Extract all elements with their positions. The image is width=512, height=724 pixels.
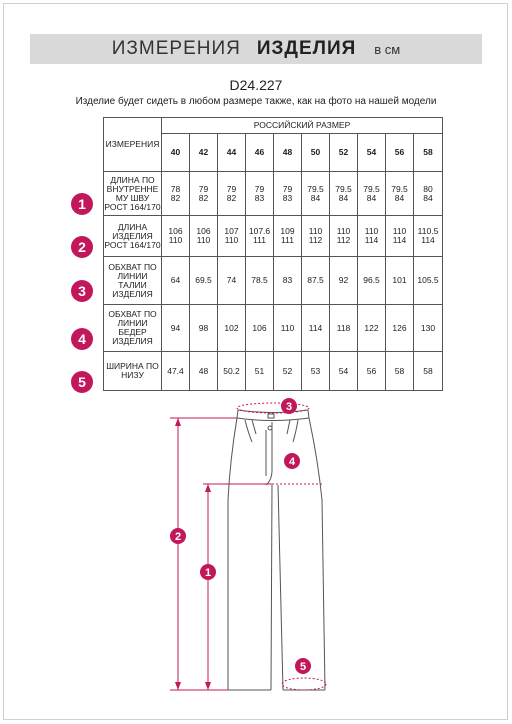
measurement-label-line: БЕДЕР — [118, 327, 147, 337]
value-line: 106 — [252, 322, 267, 333]
value-line: 83 — [282, 192, 293, 203]
svg-text:2: 2 — [174, 531, 182, 543]
marker-3 — [281, 398, 297, 414]
value-line: 126 — [392, 322, 407, 333]
value-line: 84 — [310, 192, 321, 203]
measurement-label-line: ЛИНИИ — [117, 270, 148, 281]
value-line: 110 — [392, 226, 407, 236]
value-line: 84 — [394, 192, 405, 203]
value-line: 87.5 — [307, 275, 324, 285]
measurement-label-line: РОСТ 164/170 — [104, 239, 161, 250]
value-line: 79.5 — [391, 183, 408, 194]
value-line: 84 — [366, 192, 377, 203]
svg-text:5: 5 — [299, 661, 307, 673]
size-header: 52 — [330, 134, 358, 172]
value-line: 51 — [254, 365, 265, 376]
row-number-badge: 5 — [71, 371, 93, 393]
value-line: 94 — [170, 322, 181, 333]
value-line: 84 — [338, 192, 349, 203]
value-line: 78 — [170, 183, 181, 194]
value-line: 110 — [308, 226, 323, 236]
value-line: 107.6 — [248, 226, 271, 236]
measurement-label-line: ЛИНИИ — [117, 318, 148, 328]
value-line: 83 — [254, 192, 265, 203]
marker-2 — [170, 528, 186, 544]
measurement-label-line: ИЗДЕЛИЯ — [112, 288, 153, 299]
value-line: 79.5 — [335, 183, 352, 194]
value-line: 107 — [224, 226, 239, 236]
value-line: 83 — [282, 275, 293, 285]
value-line: 79 — [198, 183, 209, 194]
article-code: D24.227 — [229, 77, 283, 93]
svg-text:1: 1 — [204, 567, 212, 579]
measurement-label-line: ДЛИНА — [117, 221, 148, 232]
measurement-label-line: ТАЛИИ — [118, 279, 147, 290]
row-number-badge: 3 — [71, 280, 93, 302]
value-line: 110 — [224, 235, 239, 245]
value-line: 111 — [281, 235, 294, 245]
row-number-badge: 1 — [71, 193, 93, 215]
value-line: 96.5 — [363, 275, 380, 285]
value-line: 130 — [420, 322, 436, 333]
value-line: 110 — [196, 235, 211, 245]
svg-text:4: 4 — [288, 456, 296, 468]
value-line: 98 — [198, 322, 209, 333]
diagram-markers — [170, 398, 311, 674]
value-line: 101 — [392, 275, 407, 285]
value-line: 58 — [423, 365, 433, 376]
measurement-label-line: ШИРИНА ПО — [106, 361, 159, 371]
size-header: 42 — [190, 134, 218, 172]
value-line: 79.5 — [307, 183, 324, 194]
value-line: 79 — [226, 183, 237, 194]
value-line: 64 — [170, 275, 181, 285]
measurement-label-line: ИЗДЕЛИЯ — [112, 336, 153, 346]
trousers-outline — [228, 410, 325, 690]
size-header: 46 — [246, 134, 274, 172]
value-line: 79 — [254, 183, 265, 194]
title-light: ИЗМЕРЕНИЯ — [111, 38, 241, 59]
value-line: 50.2 — [223, 365, 240, 376]
value-line: 52 — [282, 365, 293, 376]
value-line: 122 — [364, 322, 379, 333]
value-line: 109 — [280, 226, 295, 236]
value-line: 82 — [170, 192, 181, 203]
value-line: 47.4 — [167, 365, 184, 376]
value-line: 114 — [392, 235, 407, 245]
value-line: 92 — [338, 275, 349, 285]
value-line: 53 — [310, 365, 321, 376]
value-line: 110 — [364, 226, 379, 236]
measurement-lines — [170, 403, 326, 690]
measurement-label-line: ИЗДЕЛИЯ — [112, 230, 153, 241]
value-line: 74 — [226, 275, 237, 285]
marker-5 — [295, 658, 311, 674]
marker-1 — [200, 564, 216, 580]
measurement-label-line: МУ ШВУ — [115, 192, 150, 203]
size-header: 56 — [386, 134, 414, 172]
size-header: 54 — [358, 134, 386, 172]
title-unit: в см — [374, 41, 401, 57]
corner-label: ИЗМЕРЕНИЯ — [104, 118, 162, 172]
value-line: 111 — [253, 235, 266, 245]
size-header: 58 — [414, 134, 443, 172]
measurement-label-line: ДЛИНА ПО — [110, 174, 155, 185]
value-line: 79 — [282, 183, 293, 194]
size-group-label: РОССИЙСКИЙ РАЗМЕР — [162, 118, 443, 134]
value-line: 84 — [423, 192, 433, 203]
value-line: 105.5 — [417, 275, 439, 285]
value-line: 114 — [364, 235, 379, 245]
size-header: 40 — [162, 134, 190, 172]
value-line: 106 — [196, 226, 211, 236]
value-line: 110 — [336, 226, 351, 236]
value-line: 106 — [168, 226, 183, 236]
value-line: 110 — [168, 235, 183, 245]
measurement-label-line: ОБХВАТ ПО — [108, 261, 157, 272]
arrow-heads — [175, 418, 211, 690]
row-number-badge: 4 — [71, 328, 93, 350]
size-header: 48 — [274, 134, 302, 172]
value-line: 102 — [224, 322, 239, 333]
value-line: 82 — [226, 192, 237, 203]
value-line: 110.5 — [417, 226, 439, 236]
value-line: 80 — [423, 183, 433, 194]
value-line: 54 — [338, 365, 349, 376]
value-line: 79.5 — [363, 183, 380, 194]
value-line: 69.5 — [195, 275, 212, 285]
measurement-label-line: РОСТ 164/170 — [104, 201, 161, 212]
value-line: 114 — [308, 322, 323, 333]
measurement-label-line: ОБХВАТ ПО — [108, 309, 157, 319]
fit-note: Изделие будет сидеть в любом размере также, как на фото на нашей модели — [75, 96, 437, 107]
title-bold: ИЗДЕЛИЯ — [256, 38, 357, 59]
measurement-label-line: ВНУТРЕННЕ — [106, 183, 159, 194]
marker-4 — [284, 453, 300, 469]
value-line: 118 — [336, 322, 351, 333]
value-line: 56 — [366, 365, 377, 376]
measurement-label-line: НИЗУ — [121, 370, 144, 380]
value-line: 112 — [336, 235, 351, 245]
value-line: 78.5 — [251, 275, 268, 285]
value-line: 48 — [198, 365, 209, 376]
size-header: 44 — [218, 134, 246, 172]
row-number-badge: 2 — [71, 236, 93, 258]
value-line: 112 — [308, 235, 323, 245]
value-line: 110 — [280, 322, 295, 333]
value-line: 82 — [198, 192, 209, 203]
value-line: 58 — [394, 365, 405, 376]
value-line: 114 — [421, 235, 435, 245]
svg-text:3: 3 — [285, 401, 293, 413]
size-header: 50 — [302, 134, 330, 172]
